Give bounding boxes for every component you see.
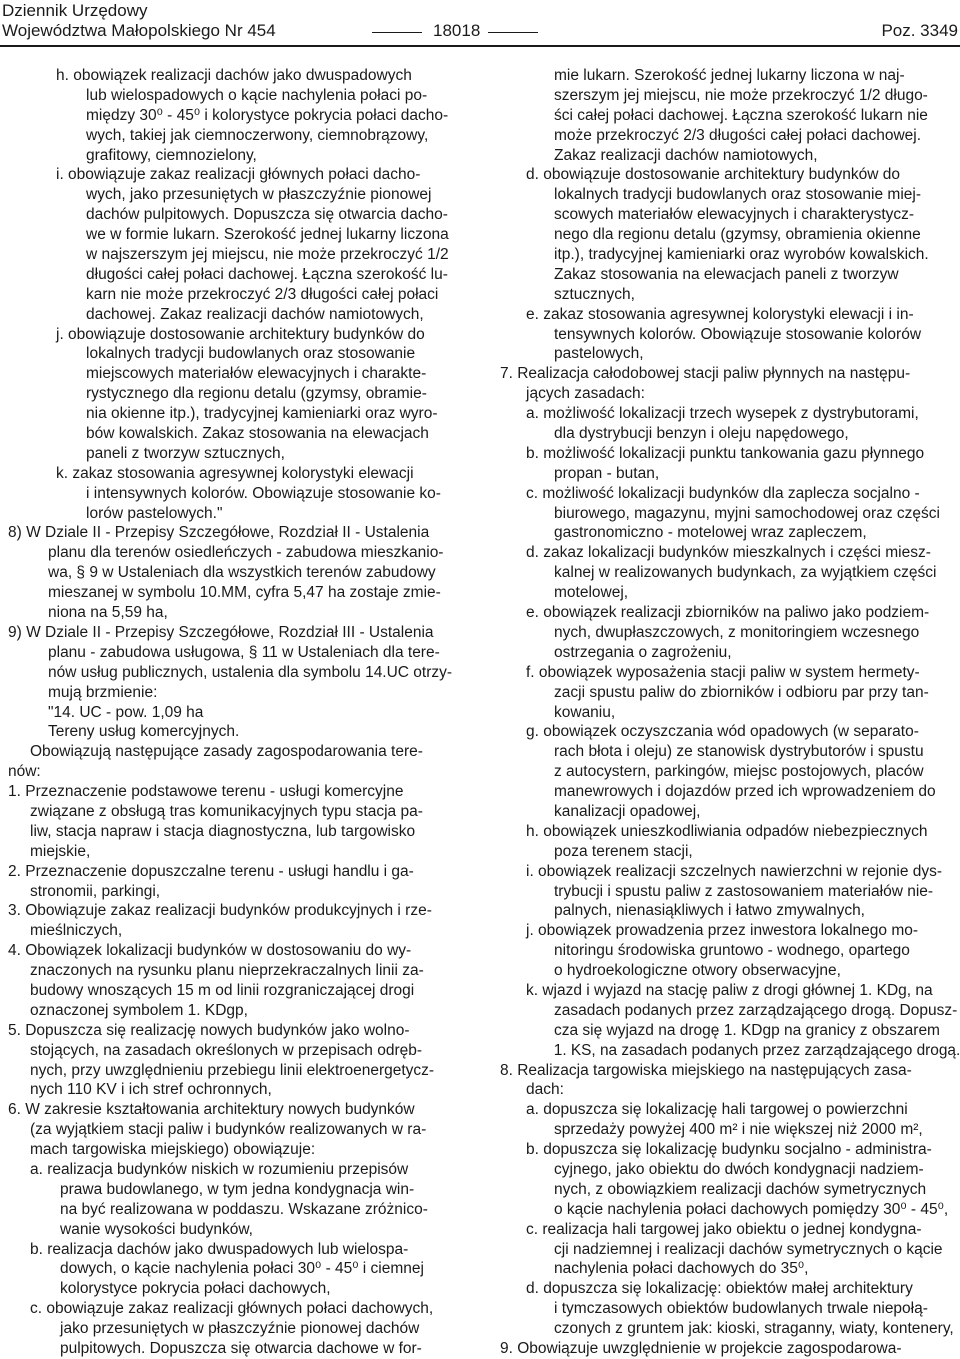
text-line: stronomii, parkingi, [30, 882, 161, 900]
text-line: może przekroczyć 2/3 długości całej połaci dachowej. [554, 126, 922, 144]
text-line: d. zakaz lokalizacji budynków mieszkalnych i części miesz- [526, 544, 931, 562]
text-line: k. wjazd i wyjazd na stację paliw z drogi głównej 1. KDg, na [526, 981, 933, 999]
text-line: h. obowiązek unieszkodliwiania odpadów niebezpiecznych [526, 822, 928, 840]
text-line: dla dystrybucji benzyn i oleju napędowego, [554, 425, 849, 443]
text-line: nów usług publicznych, ustalenia dla symbolu 14.UC otrzy- [48, 663, 453, 681]
text-line: zasadach podanych przez zarządzającego drogą. Dopusz- [554, 1001, 958, 1019]
text-line: znaczonych na rysunku planu nieprzekraczalnych linii za- [30, 962, 424, 980]
text-line: trybucji i spustu paliw z zastosowaniem materiałów nie- [554, 882, 934, 900]
text-line: wych, takiej jak ciemnoczerwony, ciemnobrązowy, [86, 126, 429, 144]
text-line: itp.), tradycyjnej kamieniarki oraz wyrobów kowalskich. [554, 246, 929, 264]
journal-title: Dziennik Urzędowy [2, 1, 148, 20]
text-line: cyjnego, jako obiektu do dwóch kondygnacji nadziem- [554, 1160, 924, 1178]
text-line: mieszanej w symbolu 10.MM, cyfra 5,47 ha zostaje zmie- [48, 584, 441, 602]
text-line: grafitowy, ciemnozielony, [86, 146, 257, 164]
text-line: planu - zabudowa usługowa, § 11 w Ustaleniach dla tere- [48, 643, 440, 661]
text-line: wa, § 9 w Ustaleniach dla wszystkich terenów zabudowy [48, 564, 436, 582]
text-line: mują brzmienie: [48, 683, 158, 701]
text-line: pastelowych, [554, 345, 644, 363]
text-line: dachów pulpitowych. Dopuszcza się otwarcia dacho- [86, 206, 448, 224]
text-line: c. możliwość lokalizacji budynków dla zaplecza socjalno - [526, 484, 920, 502]
text-line: jących zasadach: [526, 385, 645, 403]
text-line: lokalnych tradycji budowlanych oraz stosowanie miej- [554, 186, 922, 204]
text-line: h. obowiązek realizacji dachów jako dwuspadowych [56, 67, 412, 84]
text-line: lub wielospadowych o kącie nachylenia połaci po- [86, 86, 428, 104]
text-line: i tymczasowych obiektów budowlanych trwale niepołą- [554, 1300, 928, 1318]
page-header [0, 0, 960, 46]
text-line: i intensywnych kolorów. Obowiązuje stosowanie ko- [86, 484, 441, 502]
text-line: f. obowiązek wyposażenia stacji paliw w system hermety- [526, 663, 920, 681]
text-line: budowy wnoszących 15 m od linii rozgraniczającej drogi [30, 981, 415, 999]
text-line: k. zakaz stosowania agresywnej kolorystyki elewacji [56, 464, 414, 482]
page-number-dash-right [488, 32, 538, 33]
text-line: b. dopuszcza się lokalizację budynku socjalno - administra- [526, 1141, 932, 1159]
text-line: cji nadziemnej i realizacji dachów symetrycznych o kącie [554, 1240, 943, 1258]
text-line: a. realizacja budynków niskich w rozumieniu przepisów [30, 1160, 409, 1178]
text-line: lokalnych tradycji budowlanych oraz stosowanie [86, 345, 416, 363]
text-line: kanalizacji opadowej, [554, 802, 701, 820]
text-line: a. możliwość lokalizacji trzech wysepek z dystrybutorami, [526, 405, 919, 423]
text-line: między 30⁰ - 45⁰ i kolorystyce pokrycia połaci dacho- [86, 106, 449, 124]
text-line: kowaniu, [554, 703, 616, 721]
text-line: 7. Realizacja całodobowej stacji paliw płynnych na następu- [500, 365, 911, 383]
text-line: mach targowiska miejskiego) obowiązuje: [30, 1141, 316, 1159]
text-line: 8) W Dziale II - Przepisy Szczegółowe, Rozdział II - Ustalenia [8, 524, 430, 542]
text-line: niona na 5,59 ha, [48, 604, 168, 622]
text-line: manewrowych i dojazdów przed ich wprowadzeniem do [554, 783, 936, 801]
text-line: jako przesuniętych w płaszczyźnie pionowej dachów [60, 1320, 420, 1338]
text-line: Obowiązują następujące zasady zagospodarowania tere- [30, 743, 423, 761]
text-line: j. obowiązuje dostosowanie architektury budynków do [56, 325, 425, 343]
text-line: 1. Przeznaczenie podstawowe terenu - usługi komercyjne [8, 783, 404, 801]
text-line: liw, stacja napraw i stacja diagnostyczna, lub targowisko [30, 822, 416, 840]
text-line: nia okienne itp.), tradycyjnej kamieniarki oraz wyro- [86, 405, 438, 423]
text-line: nych, przy uwzględnieniu przebiegu linii elektroenergetycz- [30, 1061, 435, 1079]
text-line: Zakaz realizacji dachów namiotowych, [554, 146, 818, 164]
text-line: c. realizacja hali targowej jako obiektu o jednej kondygna- [526, 1220, 922, 1238]
text-line: miejskie, [30, 842, 91, 860]
text-line: czonych z gruntem jak: kioski, straganny, wiaty, kontenery, [554, 1320, 954, 1338]
text-line: cza się wyjazd na drogę 1. KDgp na granicy z obszarem [554, 1021, 940, 1039]
text-line: dowych, o kącie nachylenia połaci 30⁰ - 45⁰ i ciemnej [60, 1260, 424, 1278]
text-line: propan - butan, [554, 464, 660, 482]
text-line: 2. Przeznaczenie dopuszczalne terenu - usługi handlu i ga- [8, 862, 414, 880]
text-line: i. obowiązek realizacji szczelnych nawierzchni w rejonie dys- [526, 862, 943, 880]
text-line: 3. Obowiązuje zakaz realizacji budynków produkcyjnych i rze- [8, 902, 432, 920]
text-line: nitoringu środowiska gruntowo - wodnego, opartego [554, 942, 910, 960]
text-line: sprzedaży powyżej 400 m² i nie większej niż 2000 m², [554, 1121, 923, 1139]
text-line: mieślniczych, [30, 922, 123, 940]
text-line: lorów pastelowych." [86, 504, 223, 522]
text-line: c. obowiązuje zakaz realizacji głównych połaci dachowych, [30, 1300, 434, 1318]
text-line: b. realizacja dachów jako dwuspadowych lub wielospa- [30, 1240, 409, 1258]
text-line: scowych materiałów elewacyjnych i charakterystycz- [554, 206, 915, 224]
text-line: j. obowiązek prowadzenia przez inwestora lokalnego mo- [526, 922, 919, 940]
text-line: prawa budowlanego, w tym jedna kondygnacja win- [60, 1180, 415, 1198]
text-line: nego dla regionu detalu (gzymsy, obramienia okienne [554, 226, 921, 244]
text-line: tensywnych kolorów. Obowiązuje stosowanie kolorów [554, 325, 922, 343]
left-text-column [8, 66, 468, 1359]
text-line: 5. Dopuszcza się realizację nowych budynków jako wolno- [8, 1021, 410, 1039]
text-line: (za wyjątkiem stacji paliw i budynków realizowanych w ra- [30, 1121, 427, 1139]
text-line: d. obowiązuje dostosowanie architektury budynków do [526, 166, 900, 184]
text-line: e. zakaz stosowania agresywnej kolorystyki elewacji i in- [526, 305, 914, 323]
text-line: 9) W Dziale II - Przepisy Szczegółowe, Rozdział III - Ustalenia [8, 623, 434, 641]
text-line: sztucznych, [554, 285, 635, 303]
text-line: bów kowalskich. Zakaz stosowania na elewacjach [86, 425, 429, 443]
text-line: kolorystyce pokrycia połaci dachowych, [60, 1280, 331, 1298]
position-number: Poz. 3349 [881, 21, 958, 40]
text-line: b. możliwość lokalizacji punktu tankowania gazu płynnego [526, 444, 925, 462]
text-line: o kącie nachylenia połaci dachowych pomiędzy 30⁰ - 45⁰, [554, 1200, 949, 1218]
text-line: w najszerszym jej miejscu, nie może przekroczyć 1/2 [86, 246, 449, 264]
text-line: ostrzegania o zagrożeniu, [554, 643, 732, 661]
text-line: oznaczonej symbolem 1. KDgp, [30, 1001, 248, 1019]
text-line: i. obowiązuje zakaz realizacji głównych połaci dacho- [56, 166, 421, 184]
header-rule [0, 45, 960, 47]
text-line: z autocystern, parkingów, miejsc postojowych, placów [554, 763, 924, 781]
text-line: stojących, na zasadach określonych w przepisach odręb- [30, 1041, 423, 1059]
text-line: rach błota i oleju) ze stanowisk dystrybutorów i spustu [554, 743, 924, 761]
text-line: wych, jako przesuniętych w płaszczyźnie pionowej [86, 186, 432, 204]
text-line: na być realizowana w poddaszu. Wskazane zróżnico- [60, 1200, 428, 1218]
text-line: nów: [8, 763, 41, 781]
text-line: nych, z obowiązkiem realizacji dachów symetrycznych [554, 1180, 927, 1198]
text-line: 1. KS, na zasadach podanych przez zarządzającego drogą. [553, 1041, 960, 1059]
text-line: ści całej połaci dachowej. Łączna szerokość lukarn nie [554, 106, 928, 124]
text-line: planu dla terenów osiedleńczych - zabudowa mieszkanio- [48, 544, 444, 562]
text-line: pulpitowych. Dopuszcza się otwarcia dachowe w for- [60, 1340, 422, 1357]
text-line: związane z obsługą tras komunikacyjnych typu stacja pa- [30, 802, 423, 820]
text-line: paneli z tworzyw sztucznych, [86, 444, 285, 462]
page-number: 18018 [433, 21, 481, 40]
text-line: o hydroekologiczne otwory obserwacyjne, [554, 962, 841, 980]
text-line: 6. W zakresie kształtowania architektury nowych budynków [8, 1101, 415, 1119]
text-line: poza terenem stacji, [554, 842, 693, 860]
text-line: długości całej połaci dachowej. Łączna szerokość lu- [86, 265, 448, 283]
text-line: kalnej w realizowanych budynkach, za wyjątkiem części [554, 564, 937, 582]
text-line: zacji spustu paliw do zbiorników i odbioru par przy tan- [554, 683, 929, 701]
text-line: d. dopuszcza się lokalizację: obiektów małej architektury [526, 1280, 913, 1298]
text-line: 4. Obowiązek lokalizacji budynków w dostosowaniu do wy- [8, 942, 412, 960]
right-text-column [500, 66, 960, 1359]
text-line: rystycznego dla regionu detalu (gzymsy, obramie- [86, 385, 427, 403]
text-line: mie lukarn. Szerokość jednej lukarny liczona w naj- [554, 67, 905, 84]
text-line: nych, dwupłaszczowych, z monitoringiem wczesnego [554, 623, 920, 641]
text-line: wanie wysokości budynków, [60, 1220, 253, 1238]
text-line: "14. UC - pow. 1,09 ha [48, 703, 204, 721]
text-line: motelowej, [554, 584, 629, 602]
text-line: gastronomiczno - motelowej wraz zapleczem, [554, 524, 867, 542]
text-line: Tereny usług komercyjnych. [48, 723, 240, 741]
text-line: a. dopuszcza się lokalizację hali targowej o powierzchni [526, 1101, 908, 1119]
text-line: e. obowiązek realizacji zbiorników na paliwo jako podziem- [526, 604, 930, 622]
text-line: dachowej. Zakaz realizacji dachów namiotowych, [86, 305, 424, 323]
text-line: dach: [526, 1081, 564, 1099]
voivodeship-issue: Województwa Małopolskiego Nr 454 [2, 21, 276, 40]
text-line: we w formie lukarn. Szerokość jednej lukarny liczona [86, 226, 449, 244]
text-line: nachylenia połaci dachowych do 35⁰, [554, 1260, 809, 1278]
text-line: szerszym jej miejscu, nie może przekroczyć 1/2 długo- [554, 86, 928, 104]
text-line: miejscowych materiałów elewacyjnych i charakte- [86, 365, 427, 383]
text-line: karn nie może przekroczyć 2/3 długości całej połaci [86, 285, 439, 303]
text-line: Zakaz stosowania na elewacjach paneli z tworzyw [554, 265, 899, 283]
text-line: palnych, nienasiąkliwych i łatwo zmywalnych, [554, 902, 865, 920]
text-line: nych 110 KV i ich stref ochronnych, [30, 1081, 272, 1099]
page-number-dash-left [372, 32, 422, 33]
text-line: 8. Realizacja targowiska miejskiego na następujących zasa- [500, 1061, 912, 1079]
text-line: g. obowiązek oczyszczania wód opadowych (w separato- [526, 723, 919, 741]
text-line: biurowego, magazynu, myjni samochodowej oraz części [554, 504, 940, 522]
text-line: 9. Obowiązuje uwzględnienie w projekcie zagospodarowa- [500, 1340, 902, 1357]
